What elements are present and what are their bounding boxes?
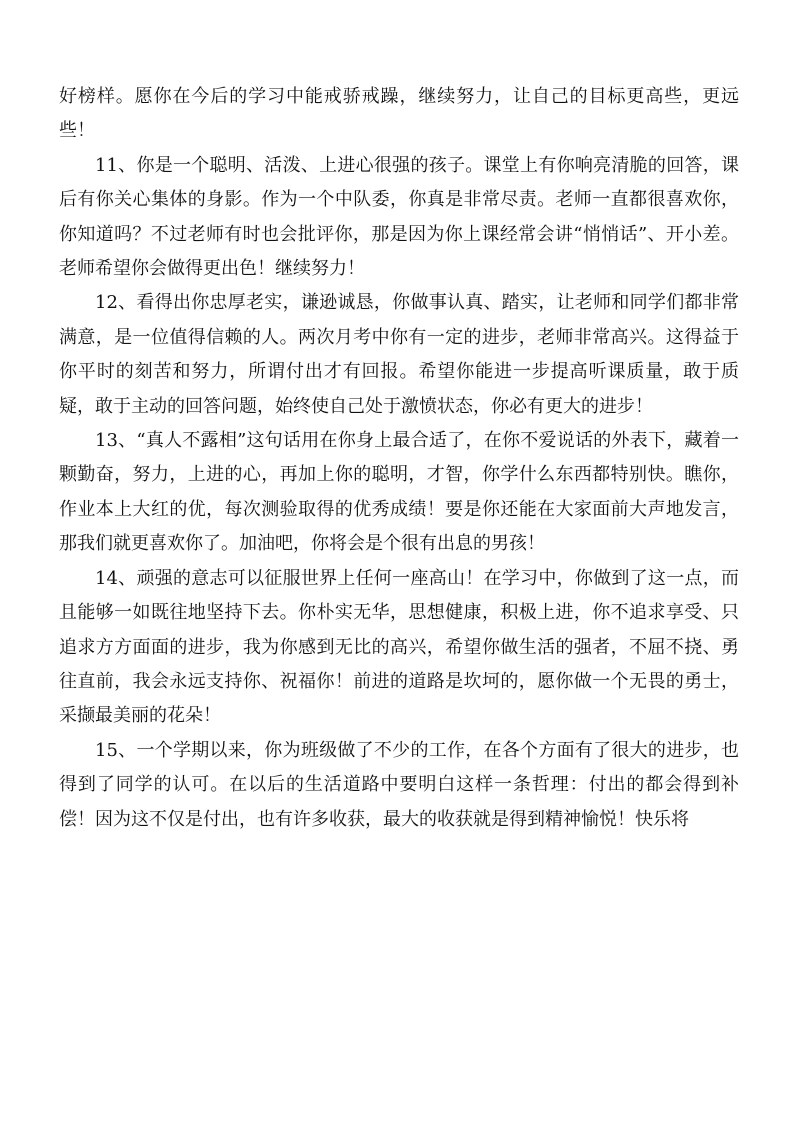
paragraph-comment-14: 14、顽强的意志可以征服世界上任何一座高山！在学习中，你做到了这一点，而且能够一如既往地坚持下去。你朴实无华，思想健康，积极上进，你不追求享受、只追求方方面面的进步，我为你感到无比的高兴，希望你做生活的强者，不屈不挠、勇往直前，我会永远支持你、祝福你！前进的道路是坎坷的，愿你做一个无畏的勇士，采撷最美丽的花朵！: [59, 567, 739, 727]
paragraph-comment-11: 11、你是一个聪明、活泼、上进心很强的孩子。课堂上有你响亮清脆的回答，课后有你关心集体的身影。作为一个中队委，你真是非常尽责。老师一直都很喜欢你，你知道吗？不过老师有时也会批评你，那是因为你上课经常会讲“悄悄话”、开小差。老师希望你会做得更出色！继续努力！: [59, 154, 739, 280]
paragraph-comment-12: 12、看得出你忠厚老实，谦逊诚恳，你做事认真、踏实，让老师和同学们都非常满意，是一位值得信赖的人。两次月考中你有一定的进步，老师非常高兴。这得益于你平时的刻苦和努力，所谓付出才有回报。希望你能进一步提高听课质量，敢于质疑，敢于主动的回答问题，始终使自己处于激愤状态，你必有更大的进步！: [59, 292, 739, 417]
paragraph-comment-13: 13、“真人不露相”这句话用在你身上最合适了，在你不爱说话的外表下，藏着一颗勤奋，努力，上进的心，再加上你的聪明，才智，你学什么东西都特别快。瞧你，作业本上大红的优，每次测验取得的优秀成绩！要是你还能在大家面前大声地发言，那我们就更喜欢你了。加油吧，你将会是个很有出息的男孩！: [59, 430, 739, 555]
document-body: [59, 80, 739, 837]
paragraph-continuation: 好榜样。愿你在今后的学习中能戒骄戒躁，继续努力，让自己的目标更高些，更远些！: [59, 86, 739, 142]
paragraph-comment-15: 15、一个学期以来，你为班级做了不少的工作，在各个方面有了很大的进步，也得到了同学的认可。在以后的生活道路中要明白这样一条哲理：付出的都会得到补偿！因为这不仅是付出，也有许多收获，最大的收获就是得到精神愉悦！快乐将: [59, 739, 739, 830]
